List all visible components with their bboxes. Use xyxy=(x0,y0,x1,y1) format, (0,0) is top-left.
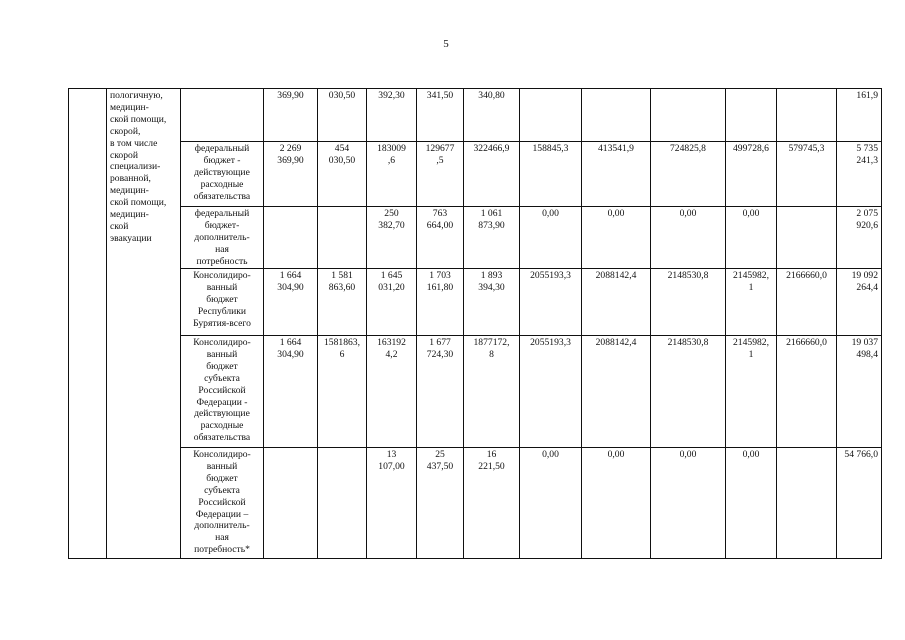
value-cell: 030,50 xyxy=(318,89,367,142)
table-row xyxy=(69,448,882,559)
value-cell: 0,00 xyxy=(582,448,651,559)
value-cell: 392,30 xyxy=(367,89,417,142)
value-cell: 0,00 xyxy=(726,448,777,559)
value-cell: 19 037 498,4 xyxy=(837,336,882,448)
value-cell: 2 075 920,6 xyxy=(837,207,882,269)
value-cell: 322466,9 xyxy=(464,142,520,207)
row-group-label: пологичную, медицин- ской помощи, скорой, в том числе скорой специализи- рованной, медицин- ской помощи, медицин- ской эвакуации xyxy=(107,89,181,559)
value-cell: 1 664 304,90 xyxy=(264,336,318,448)
value-cell xyxy=(777,448,837,559)
table-row xyxy=(69,89,882,142)
table-row xyxy=(69,142,882,207)
value-cell: 1 581 863,60 xyxy=(318,269,367,336)
value-cell xyxy=(318,448,367,559)
budget-table xyxy=(68,88,882,559)
value-cell: 763 664,00 xyxy=(417,207,464,269)
value-cell: 413541,9 xyxy=(582,142,651,207)
value-cell xyxy=(726,89,777,142)
value-cell: 2055193,3 xyxy=(520,269,582,336)
value-cell: 2145982, 1 xyxy=(726,336,777,448)
value-cell: 0,00 xyxy=(520,207,582,269)
table-row xyxy=(69,207,882,269)
value-cell: 163192 4,2 xyxy=(367,336,417,448)
value-cell: 2148530,8 xyxy=(651,336,726,448)
funding-source-cell: Консолидиро- ванный бюджет субъекта Российской Федерации – дополнитель- ная потребность* xyxy=(181,448,264,559)
value-cell: 2145982, 1 xyxy=(726,269,777,336)
value-cell: 724825,8 xyxy=(651,142,726,207)
value-cell xyxy=(777,207,837,269)
budget-table-body xyxy=(69,89,882,559)
value-cell: 0,00 xyxy=(726,207,777,269)
value-cell: 2088142,4 xyxy=(582,336,651,448)
value-cell: 0,00 xyxy=(520,448,582,559)
value-cell: 161,9 xyxy=(837,89,882,142)
value-cell: 1 061 873,90 xyxy=(464,207,520,269)
value-cell: 2148530,8 xyxy=(651,269,726,336)
blank-number-cell xyxy=(69,89,107,559)
value-cell: 54 766,0 xyxy=(837,448,882,559)
value-cell: 5 735 241,3 xyxy=(837,142,882,207)
value-cell: 2 269 369,90 xyxy=(264,142,318,207)
value-cell: 1 645 031,20 xyxy=(367,269,417,336)
value-cell: 13 107,00 xyxy=(367,448,417,559)
value-cell: 579745,3 xyxy=(777,142,837,207)
value-cell: 2088142,4 xyxy=(582,269,651,336)
value-cell: 250 382,70 xyxy=(367,207,417,269)
value-cell: 2166660,0 xyxy=(777,269,837,336)
value-cell: 1 677 724,30 xyxy=(417,336,464,448)
value-cell: 340,80 xyxy=(464,89,520,142)
funding-source-cell xyxy=(181,89,264,142)
value-cell xyxy=(777,89,837,142)
value-cell: 454 030,50 xyxy=(318,142,367,207)
value-cell xyxy=(264,448,318,559)
value-cell: 1 664 304,90 xyxy=(264,269,318,336)
funding-source-cell: Консолидиро- ванный бюджет Республики Бурятия-всего xyxy=(181,269,264,336)
table-row xyxy=(69,336,882,448)
value-cell: 19 092 264,4 xyxy=(837,269,882,336)
value-cell: 158845,3 xyxy=(520,142,582,207)
value-cell: 369,90 xyxy=(264,89,318,142)
value-cell: 25 437,50 xyxy=(417,448,464,559)
value-cell: 1581863, 6 xyxy=(318,336,367,448)
value-cell: 183009 ,6 xyxy=(367,142,417,207)
value-cell xyxy=(318,207,367,269)
value-cell: 1877172, 8 xyxy=(464,336,520,448)
value-cell xyxy=(520,89,582,142)
value-cell: 1 703 161,80 xyxy=(417,269,464,336)
funding-source-cell: Консолидиро- ванный бюджет субъекта Российской Федерации - действующие расходные обязательства xyxy=(181,336,264,448)
value-cell: 0,00 xyxy=(651,207,726,269)
value-cell xyxy=(582,89,651,142)
value-cell: 499728,6 xyxy=(726,142,777,207)
value-cell: 0,00 xyxy=(582,207,651,269)
value-cell: 341,50 xyxy=(417,89,464,142)
value-cell: 129677 ,5 xyxy=(417,142,464,207)
value-cell xyxy=(651,89,726,142)
page-number: 5 xyxy=(443,38,449,50)
value-cell xyxy=(264,207,318,269)
value-cell: 0,00 xyxy=(651,448,726,559)
value-cell: 2166660,0 xyxy=(777,336,837,448)
funding-source-cell: федеральный бюджет- дополнитель- ная потребность xyxy=(181,207,264,269)
value-cell: 1 893 394,30 xyxy=(464,269,520,336)
value-cell: 16 221,50 xyxy=(464,448,520,559)
value-cell: 2055193,3 xyxy=(520,336,582,448)
table-row xyxy=(69,269,882,336)
funding-source-cell: федеральный бюджет - действующие расходные обязательства xyxy=(181,142,264,207)
